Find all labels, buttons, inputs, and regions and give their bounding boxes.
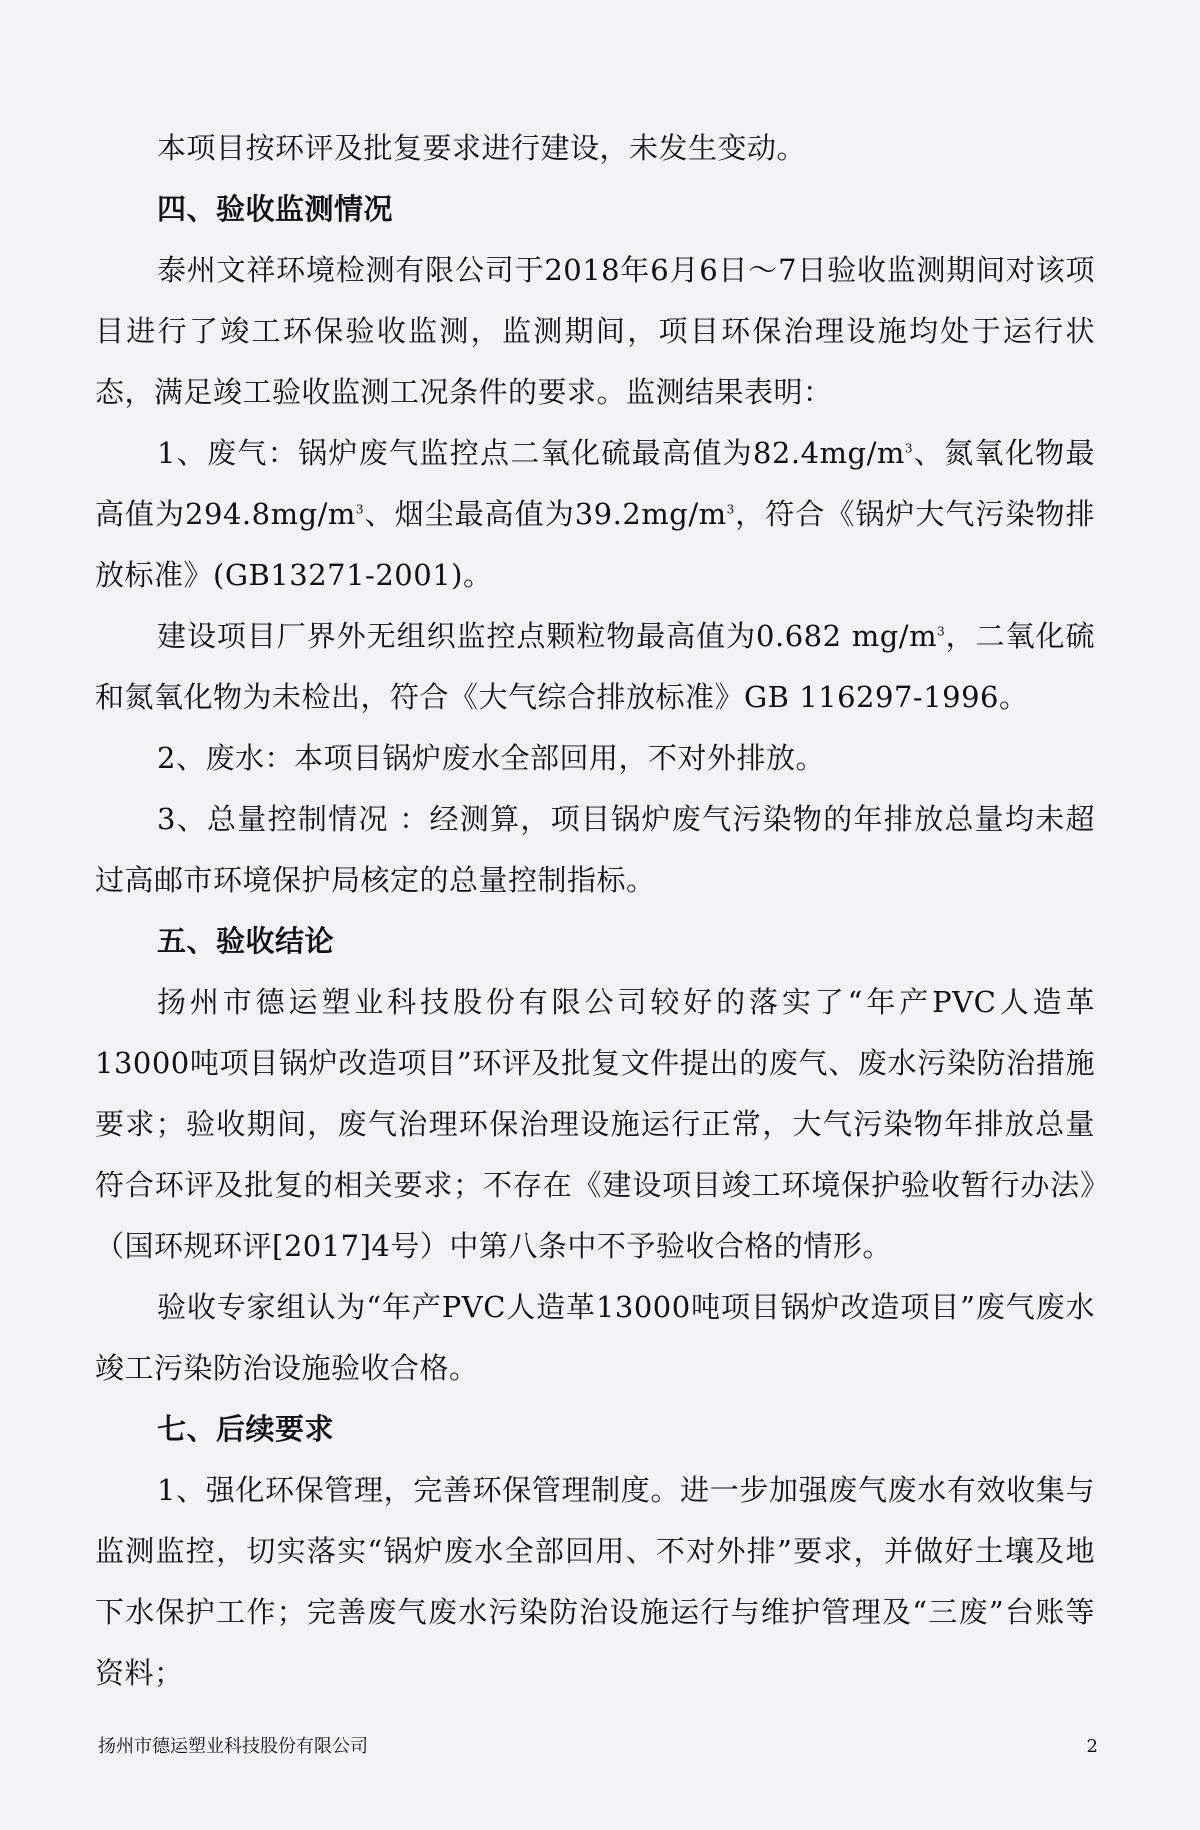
exhaust-text-a: 1、废气：锅炉废气监控点二氧化硫最高值为82.4mg/m xyxy=(157,436,905,470)
particulate-sup-a: 3 xyxy=(937,624,946,639)
exhaust-sup-c: 3 xyxy=(726,502,735,517)
heading-section-7: 七、后续要求 xyxy=(157,1412,335,1446)
particulate-text-a: 建设项目厂界外无组织监控点颗粒物最高值为0.682 mg/m xyxy=(157,619,938,653)
heading-section-4: 四、验收监测情况 xyxy=(157,192,394,226)
exhaust-text-d: ，符合《锅炉大气污染物排放标准》(GB13271-2001)。 xyxy=(95,497,1095,592)
footer-company-name: 扬州市德运塑业科技股份有限公司 xyxy=(98,1736,368,1757)
paragraph-expert-opinion: 验收专家组认为“年产PVC人造革13000吨项目锅炉改造项目”废气废水竣工污染防治设施验收合格。 xyxy=(95,1290,1095,1385)
paragraph-no-change: 本项目按环评及批复要求进行建设，未发生变动。 xyxy=(157,131,807,165)
document-body xyxy=(95,118,1095,1704)
particulate-text-b: ，二氧化硫和氮氧化物为未检出，符合《大气综合排放标准》GB 116297-1996。 xyxy=(95,619,1095,714)
paragraph-monitoring-intro: 泰州文祥环境检测有限公司于2018年6月6日～7日验收监测期间对该项目进行了竣工环保验收监测，监测期间，项目环保治理设施均处于运行状态，满足竣工验收监测工况条件的要求。监测结果表明： xyxy=(95,253,1095,409)
footer-page-number: 2 xyxy=(1086,1736,1098,1757)
paragraph-unorganized-emission xyxy=(95,606,1095,728)
heading-section-5: 五、验收结论 xyxy=(157,924,335,958)
exhaust-sup-a: 3 xyxy=(904,441,914,456)
page-footer xyxy=(98,1732,1098,1762)
exhaust-text-b: 、氮氧化物最高值为294.8mg/m xyxy=(95,436,1095,531)
paragraph-total-control: 3、总量控制情况 ：经测算，项目锅炉废气污染物的年排放总量均未超过高邮市环境保护局核定的总量控制指标。 xyxy=(95,802,1095,897)
paragraph-followup-1: 1、强化环保管理，完善环保管理制度。进一步加强废气废水有效收集与监测监控，切实落实“锅炉废水全部回用、不对外排”要求，并做好土壤及地下水保护工作；完善废气废水污染防治设施运行与维护管理及“三废”台账等资料； xyxy=(95,1473,1095,1690)
paragraph-conclusion: 扬州市德运塑业科技股份有限公司较好的落实了“年产PVC人造革13000吨项目锅炉改造项目”环评及批复文件提出的废气、废水污染防治措施要求；验收期间，废气治理环保治理设施运行正常，大气污染物年排放总量符合环评及批复的相关要求；不存在《建设项目竣工环境保护验收暂行办法》（国环规环评[2017]4号）中第八条中不予验收合格的情形。 xyxy=(95,985,1095,1263)
exhaust-text-c: 、烟尘最高值为39.2mg/m xyxy=(364,497,727,531)
exhaust-sup-b: 3 xyxy=(355,502,365,517)
paragraph-exhaust-gas xyxy=(95,423,1095,606)
paragraph-wastewater: 2、废水：本项目锅炉废水全部回用，不对外排放。 xyxy=(157,741,825,775)
